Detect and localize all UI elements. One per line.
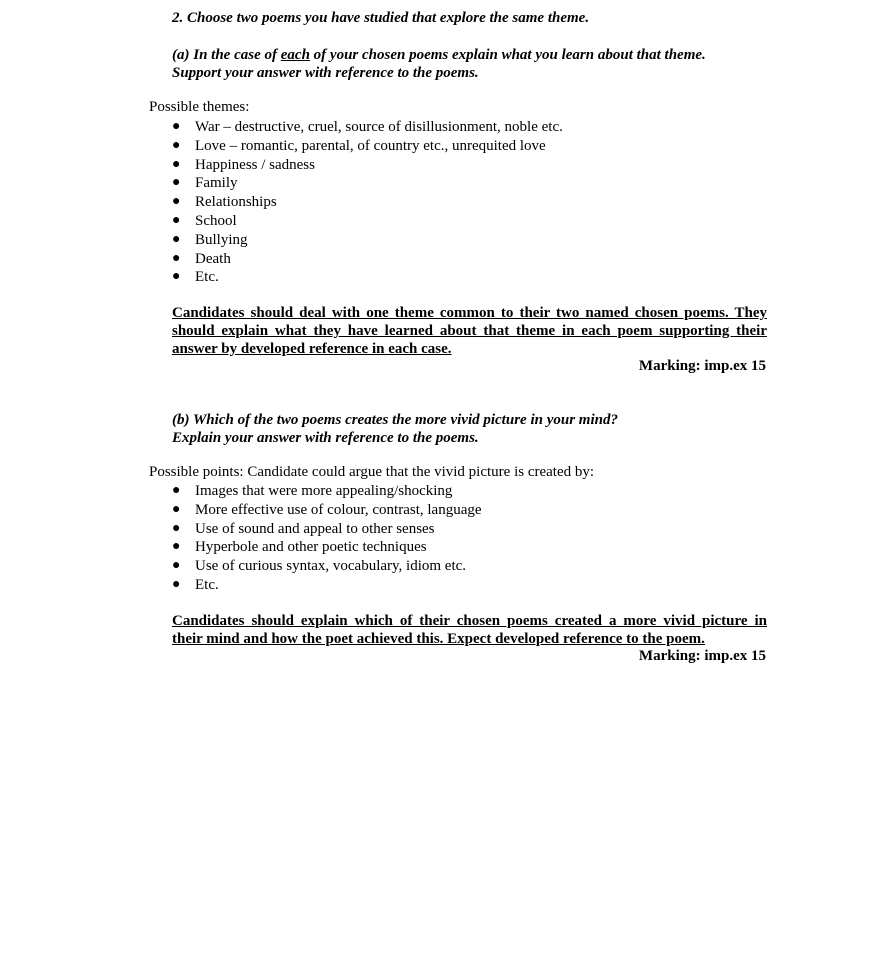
bullet-icon: ● [172,558,181,574]
bullet-icon: ● [172,250,181,266]
list-item: ● Images that were more appealing/shocking [172,483,453,499]
list-item: ● Hyperbole and other poetic techniques [172,539,427,556]
list-item: ● School [172,212,237,229]
guidance-line: should explain what they have learned about that theme in each poem supporting their [172,323,767,339]
part-b-points-list [172,482,482,595]
emphasis-each: each [280,47,310,63]
bullet-icon: ● [172,212,181,228]
bullet-icon: ● [172,156,181,172]
guidance-line: Candidates should deal with one theme common to their two named chosen poems. They [172,305,767,321]
part-a-prompt-line2: Support your answer with reference to the poems. [172,65,479,81]
bullet-icon: ● [172,137,181,153]
bullet-icon: ● [172,576,181,592]
question-title: 2. Choose two poems you have studied that explore the same theme. [172,10,590,26]
bullet-icon: ● [172,175,181,191]
list-item: ● Love – romantic, parental, of country etc., unrequited love [172,137,546,154]
list-item: ● Happiness / sadness [172,156,315,173]
list-item: ● War – destructive, cruel, source of disillusionment, noble etc. [172,119,563,135]
list-item: ● Etc. [172,576,219,593]
part-a-prompt-line1: (a) In the case of each of your chosen poems explain what you learn about that theme. [172,47,706,63]
bullet-icon: ● [172,539,181,555]
list-item: ● Relationships [172,194,277,211]
bullet-icon: ● [172,194,181,210]
list-item: ● More effective use of colour, contrast, language [172,501,482,518]
part-b-marking-guidance [172,612,767,648]
guidance-line: answer by developed reference in each case. [172,341,452,357]
bullet-icon: ● [172,231,181,247]
bullet-icon: ● [172,501,181,517]
list-item: ● Family [172,175,238,192]
part-b-marking: Marking: imp.ex 15 [638,648,766,664]
bullet-icon: ● [172,269,181,285]
list-item: ● Use of sound and appeal to other senses [172,520,435,537]
bullet-icon: ● [172,483,181,498]
part-b-prompt [172,411,618,447]
bullet-icon: ● [172,520,181,536]
list-item: ● Etc. [172,269,219,286]
part-a-marking-guidance [172,304,767,358]
list-item: ● Death [172,250,231,267]
part-a-intro: Possible themes: [149,99,250,115]
guidance-line: Candidates should explain which of their chosen poems created a more vivid picture in [172,613,767,629]
part-a-prompt [172,46,706,82]
list-item: ● Use of curious syntax, vocabulary, idiom etc. [172,558,467,575]
part-a-theme-list [172,118,563,287]
bullet-icon: ● [172,119,181,134]
part-b-prompt-line2: Explain your answer with reference to the poems. [172,430,479,446]
part-b-prompt-line1: (b) Which of the two poems creates the more vivid picture in your mind? [172,412,618,428]
part-b-intro: Possible points: Candidate could argue that the vivid picture is created by: [149,464,595,480]
guidance-line: their mind and how the poet achieved this. Expect developed reference to the poem. [172,631,705,647]
part-a-marking: Marking: imp.ex 15 [638,358,766,374]
list-item: ● Bullying [172,231,248,248]
